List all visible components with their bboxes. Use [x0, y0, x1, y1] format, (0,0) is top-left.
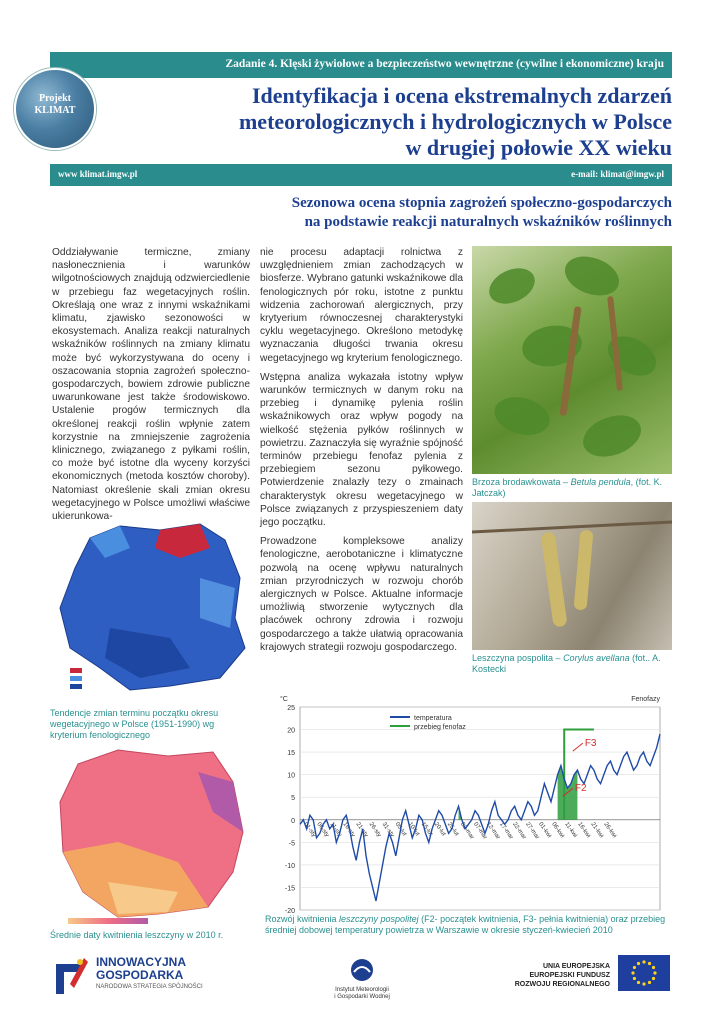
- corner-label: Fenofazy: [631, 696, 660, 703]
- contact-band: [50, 164, 672, 186]
- eu-star: [633, 977, 636, 980]
- x-tick-label: 21-sty: [354, 821, 369, 839]
- innovative-economy-logo: [52, 952, 232, 1000]
- footer-right-line-1: UNIA EUROPEJSKA: [542, 963, 610, 970]
- y-tick-label: 5: [291, 795, 295, 803]
- title-line-2: meteorologicznych i hydrologicznych w Polsce: [238, 109, 672, 134]
- email-link[interactable]: e-mail: klimat@imgw.pl: [571, 169, 664, 179]
- hazel-caption: [472, 653, 672, 675]
- footer-center-line-2: i Gospodarki Wodnej: [334, 994, 390, 1000]
- x-tick-label: 06-kwi: [550, 821, 566, 840]
- x-tick-label: 27-mar: [524, 821, 540, 841]
- title-line-3: w drugiej połowie XX wieku: [405, 135, 672, 160]
- legend-label: przebieg fenofaz: [414, 724, 466, 731]
- map2-caption: Średnie daty kwitnienia leszczyny w 2010 r.: [50, 930, 224, 940]
- y-tick-label: -10: [284, 862, 295, 870]
- plot-area: [300, 707, 660, 910]
- y-tick-label: 0: [291, 817, 295, 825]
- footer-right-line-2: EUROPEJSKI FUNDUSZ: [529, 972, 610, 979]
- eu-star: [642, 982, 645, 985]
- x-tick-label: 26-kwi: [602, 821, 618, 840]
- x-tick-label: 01-sty: [302, 821, 317, 839]
- paragraph: Prowadzone kompleksowe analizy fenologiczne, aerobotaniczne i klimatyczne pozwolą na ocenę wpływu naturalnych zmian przyrodniczych w rozwoju chorób alergicznych w Polsce. Aktualne informacje umożliwią stworzenie wytycznych dla placówek ochrony zdrowia i rozwoju gospodarczego a także ułatwią opracowania krajowych strategii rozwoju gospodarczego.: [260, 536, 463, 653]
- x-tick-label: 15-lut: [419, 821, 434, 838]
- footer-right-line-3: ROZWOJU REGIONALNEGO: [514, 981, 610, 988]
- caption-description: (F2- początek kwitnienia, F3- pełnia kwitnienia) oraz przebieg średniej dobowej temperatury powietrza w Warszawie w okresie styczeń-kwiecień 2010: [265, 914, 666, 935]
- caption-text: Brzoza brodawkowata –: [472, 477, 571, 487]
- y-tick-label: -5: [288, 840, 295, 848]
- eu-star: [652, 977, 655, 980]
- eu-star: [637, 981, 640, 984]
- y-tick-label: 10: [287, 772, 295, 780]
- eu-star: [642, 960, 645, 963]
- website-link[interactable]: www klimat.imgw.pl: [58, 169, 138, 179]
- poland-map-pink: [48, 742, 248, 928]
- section-title: [200, 194, 672, 232]
- text-column-1: [52, 246, 250, 529]
- section-title-line-1: Sezonowa ocena stopnia zagrożeń społeczno-gospodarczych: [291, 195, 672, 211]
- x-tick-label: 12-mar: [484, 821, 501, 841]
- paragraph: nie procesu adaptacji rolnictwa z uwzględnieniem zmian zachodzących w biosferze. Wybrano gatunki wskaźnikowe dla fenologicznych pór roku, istotne z punktu widzenia zachorowań alergicznych, przy krytyerium równoczesnej charakterystyki cyklu wegetacyjnego. Określono metodykę wyznaczania długości trwania okresu wegetacyjnego wg kryterium fenologicznego.: [260, 247, 463, 364]
- star-arrow-icon: [52, 954, 92, 998]
- hazel-flowering-map: [48, 742, 248, 928]
- y-tick-label: -20: [284, 908, 295, 915]
- text-column-2: [260, 246, 463, 660]
- section-title-line-2: na podstawie reakcji naturalnych wskaźników roślinnych: [304, 214, 672, 230]
- eu-star: [653, 971, 656, 974]
- eu-flag: [618, 955, 670, 991]
- birch-photo: [472, 246, 672, 474]
- footer-left-line-1: INNOWACYJNA: [96, 955, 187, 969]
- hazel-catkins-illustration: [472, 502, 672, 650]
- y-tick-label: 15: [287, 750, 295, 758]
- eu-star: [637, 962, 640, 965]
- x-tick-label: 26-sty: [367, 821, 382, 839]
- x-tick-label: 25-lut: [445, 821, 460, 838]
- caption-credit: (fot.. A. Kostecki: [472, 653, 661, 674]
- paragraph: Oddziaływanie termiczne, zmiany nasłonecznienia i warunków wilgotnościowych znajdują odzwierciedlenie w przebiegu faz wegetacyjnych roślin. Określają one wraz z innymi wskaźnikami klimatu, zjawisko sezonowości w ekosystemach. Analiza reakcji naturalnych wskaźników roślinnych na zmiany klimatu może być wykorzystywana do oceny i oszacowania stopnia zagrożeń społeczno-gospodarczych, bowiem zdrowie publiczne uwarunkowane jest także środowiskowo. Ustalenie progów termicznych dla określonej reakcji roślin wpłynie zatem korzystnie na zmniejszenie zagrożenia klinicznego, związanego z pyłkami roślin, co może być istotne dla wyceny korzyści ekonomicznych (metoda kosztów choroby). Natomiast określenie skali zmian okresu wegetacyjnego w Polsce umożliwi właściwe ukierunkowa-: [52, 247, 250, 523]
- eu-stars-icon: [618, 955, 670, 991]
- annotation-label: F3: [584, 738, 597, 750]
- birch-caption: [472, 477, 672, 499]
- x-tick-label: 07-mar: [471, 821, 488, 841]
- temperature-phenology-chart: [265, 685, 675, 917]
- x-tick-label: 22-mar: [511, 821, 527, 841]
- footer-left-line-3: NARODOWA STRATEGIA SPÓJNOŚCI: [96, 984, 203, 990]
- footer-left-line-2: GOSPODARKA: [96, 968, 184, 982]
- legend-label: temperatura: [414, 715, 452, 722]
- caption-credit: , (fot. K. Jatczak): [472, 477, 663, 498]
- x-tick-label: 16-sty: [341, 821, 356, 839]
- caption-species: Corylus avellana: [563, 653, 630, 663]
- chart-svg: [265, 685, 675, 917]
- y-axis-label: °C: [280, 696, 288, 703]
- imgw-emblem-icon: [349, 958, 375, 982]
- x-tick-label: 11-kwi: [563, 821, 578, 839]
- birch-leaves-illustration: [472, 246, 672, 474]
- x-tick-label: 06-sty: [315, 821, 330, 839]
- title-line-1: Identyfikacja i ocena ekstremalnych zdarzeń: [252, 83, 672, 108]
- x-tick-label: 02-mar: [458, 821, 475, 841]
- caption-species: Betula pendula: [570, 477, 631, 487]
- y-tick-label: -15: [284, 885, 295, 893]
- caption-text: Rozwój kwitnienia: [265, 914, 340, 924]
- eu-star: [648, 981, 651, 984]
- vegetation-trend-map: [50, 518, 250, 704]
- eu-text: [510, 962, 610, 989]
- imgw-logo: [322, 958, 402, 1008]
- x-tick-label: 16-kwi: [576, 821, 592, 840]
- header-band-text: Zadanie 4. Klęski żywiołowe a bezpieczeństwo wewnętrzne (cywilne i ekonomiczne) kraju: [225, 58, 664, 70]
- eu-star: [633, 966, 636, 969]
- caption-text: Leszczyna pospolita –: [472, 653, 564, 663]
- header-band: [50, 52, 672, 78]
- footer-center-line-1: Instytut Meteorologii: [335, 987, 389, 993]
- caption-species: leszczyny pospolitej: [339, 914, 419, 924]
- x-tick-label: 17-mar: [498, 821, 514, 841]
- annotation-label: F2: [574, 783, 587, 795]
- paragraph: Wstępna analiza wykazała istotny wpływ warunków termicznych w danym roku na przebieg i dynamikę pylenia roślin wskaźnikowych oraz wpływ pogody na wielkość stężenia pyłków roślinnych w powietrzu. Zaznaczyła się wyraźnie spójność terminów przebiegu fenofaz pylenia z przebiegiem sezonu pyłkowego. Potwierdzenie znalazły tezy o zmainach charakterystyk okresu wegetacyjnego w Polsce związanych z przyspieszeniem daty jego początku.: [260, 371, 463, 529]
- eu-star: [652, 966, 655, 969]
- logo-line-2: KLIMAT: [34, 105, 76, 116]
- x-tick-label: 10-lut: [406, 821, 421, 838]
- x-tick-label: 11-sty: [328, 821, 343, 838]
- x-tick-label: 21-kwi: [589, 821, 605, 840]
- project-logo-text: [14, 93, 96, 117]
- x-tick-label: 01-kwi: [537, 821, 553, 840]
- x-tick-label: 20-lut: [432, 821, 447, 838]
- poland-map-blue: [50, 518, 250, 704]
- eu-star: [631, 971, 634, 974]
- x-tick-label: 05-lut: [393, 821, 408, 838]
- hazel-photo: [472, 502, 672, 650]
- logo-line-1: Projekt: [38, 93, 72, 104]
- map1-caption: Tendencje zmian terminu początku okresu wegetacyjnego w Polsce (1951-1990) wg kryterium fenologicznego: [50, 708, 219, 740]
- y-tick-label: 20: [287, 727, 295, 735]
- eu-star: [648, 962, 651, 965]
- x-tick-label: 31-sty: [380, 821, 395, 839]
- page-title: [200, 83, 672, 161]
- y-tick-label: 25: [287, 705, 295, 712]
- chart-caption: [265, 914, 675, 936]
